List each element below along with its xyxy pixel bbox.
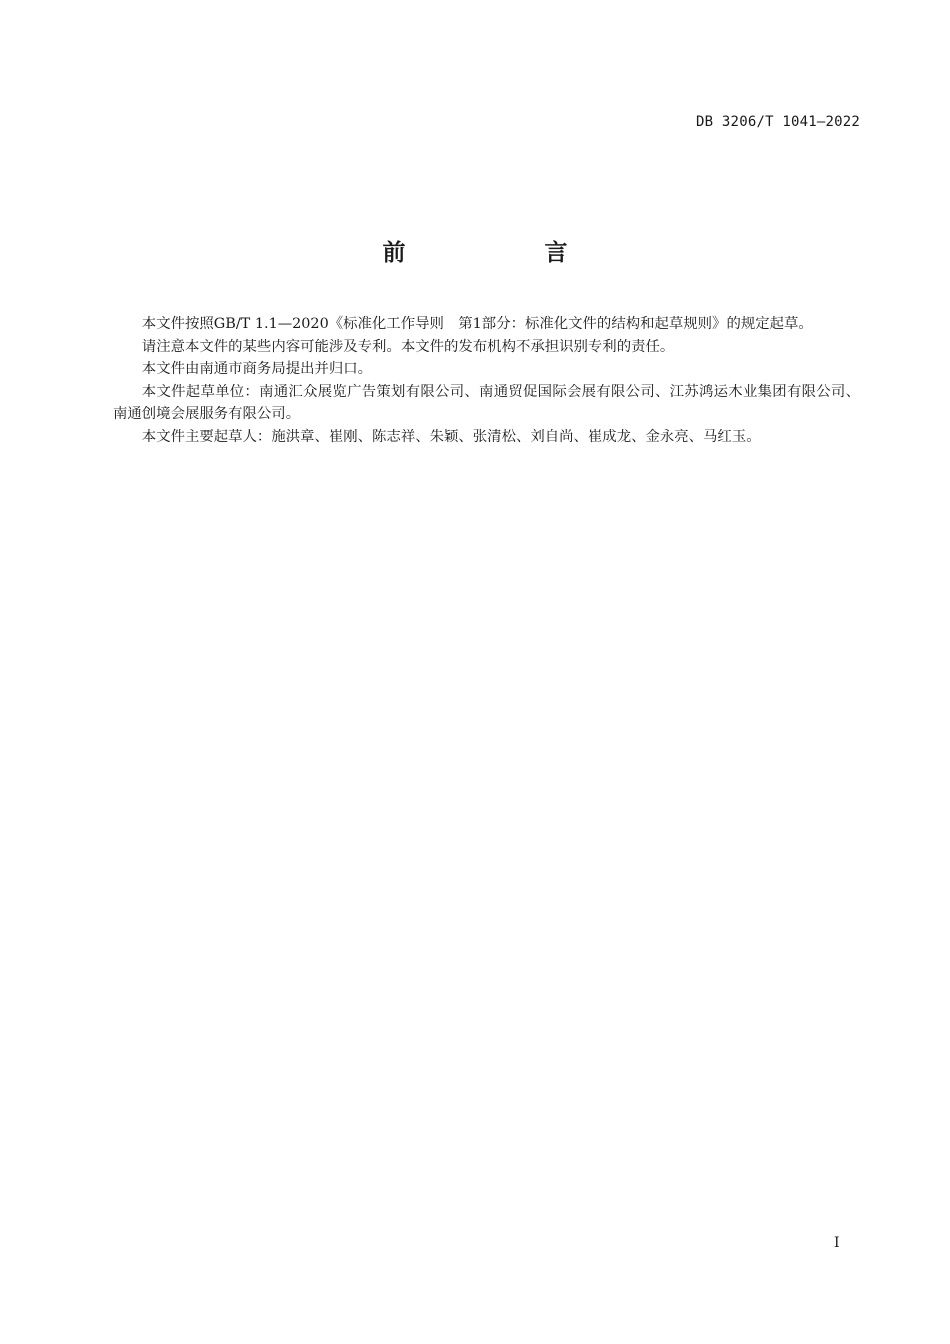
paragraph-drafting-rules: 本文件按照GB/T 1.1—2020《标准化工作导则 第1部分：标准化文件的结构和起草规则》的规定起草。 bbox=[141, 316, 813, 332]
page-number: I bbox=[834, 1235, 840, 1251]
paragraph-drafting-units: 本文件起草单位：南通汇众展览广告策划有限公司、南通贸促国际会展有限公司、江苏鸿运木业集团有限公司、南通创境会展服务有限公司。 bbox=[113, 383, 860, 422]
paragraph-patent-notice: 请注意本文件的某些内容可能涉及专利。本文件的发布机构不承担识别专利的责任。 bbox=[141, 338, 675, 355]
document-code: DB 3206/T 1041—2022 bbox=[696, 114, 860, 130]
foreword-body bbox=[113, 313, 860, 448]
page-title: 前 言 bbox=[382, 240, 626, 266]
paragraph-proposer: 本文件由南通市商务局提出并归口。 bbox=[141, 361, 373, 377]
paragraph-drafters: 本文件主要起草人：施洪章、崔刚、陈志祥、朱颖、张清松、刘自尚、崔成龙、金永亮、马红玉。 bbox=[141, 428, 761, 445]
